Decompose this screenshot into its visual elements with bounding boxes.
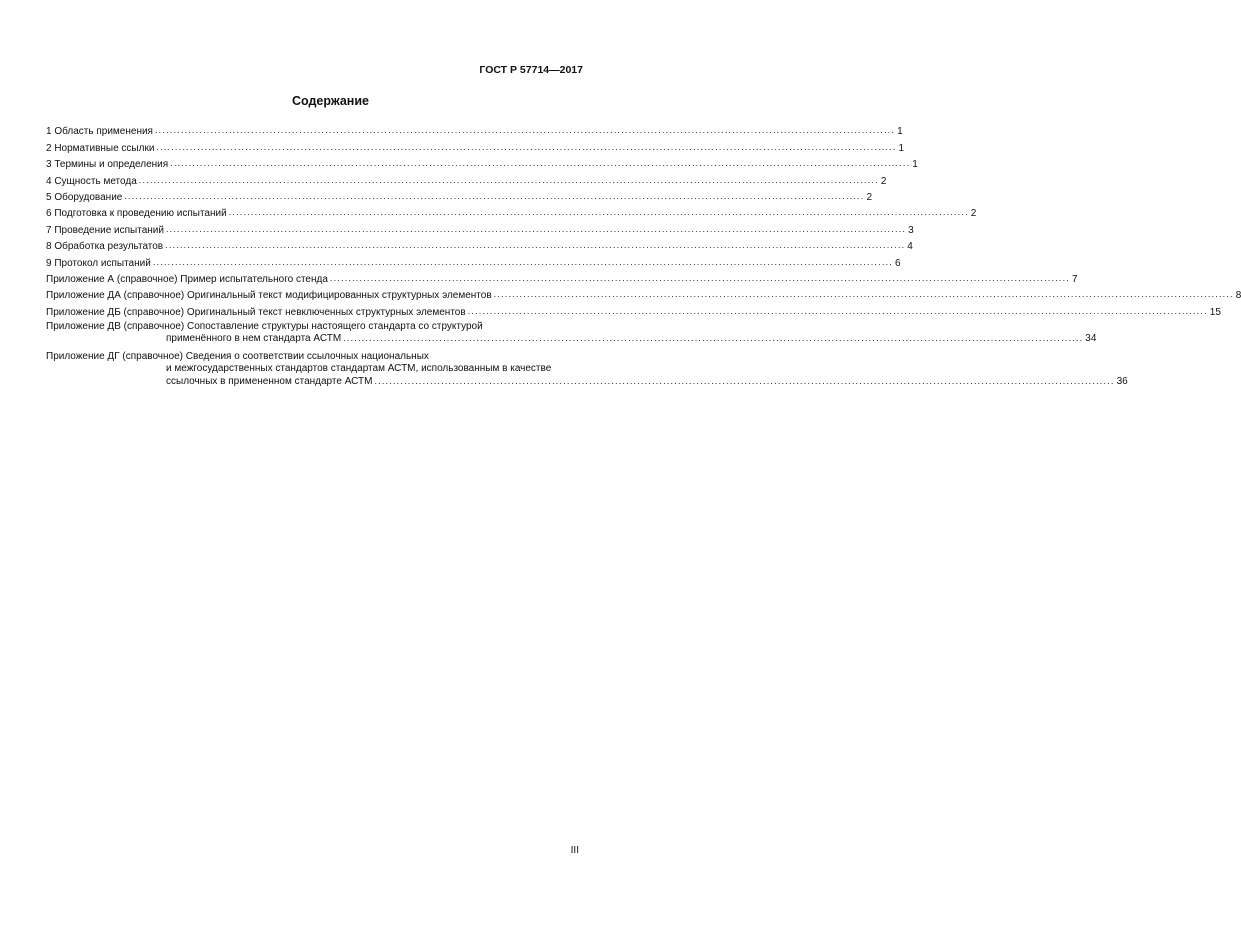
toc-entry-appendix-a[interactable] (46, 269, 1078, 285)
toc-entry-label: 4 Сущность метода (46, 175, 137, 187)
dot-leader: ........................................................................................................................................................................................................ (138, 174, 879, 185)
toc-entry-page: 2 (880, 175, 887, 187)
toc-entry-page: 36 (1116, 376, 1128, 388)
toc-entry-page: 1 (912, 159, 918, 171)
toc-entry-1[interactable] (46, 121, 903, 138)
dot-leader: ........................................................................................................................................................................................................ (228, 207, 969, 218)
toc-entry-label: Приложение ДА (справочное) Оригинальный текст модифицированных структурных элементов (46, 290, 492, 302)
toc-entry-label: 6 Подготовка к проведению испытаний (46, 208, 227, 220)
toc-entry-label: Приложение ДБ (справочное) Оригинальный текст невключенных структурных элементов (46, 306, 466, 318)
toc-entry-label-line1: Приложение ДГ (справочное) Сведения о соответствии ссылочных национальных (46, 350, 429, 362)
toc-entry-6[interactable] (46, 203, 977, 220)
toc-entry-label-line2: применённого в нем стандарта АСТМ (166, 332, 342, 344)
toc-entry-page: 6 (894, 257, 901, 269)
dot-leader: ........................................................................................................................................................................................................ (156, 141, 897, 152)
dot-leader: ........................................................................................................................................................................................................ (329, 272, 1071, 283)
toc-entry-label: 7 Проведение испытаний (46, 224, 164, 236)
toc-title: Содержание (291, 94, 369, 108)
dot-leader: ........................................................................................................................................................................................................ (467, 305, 1208, 316)
toc-entry-page: 1 (898, 142, 905, 154)
dot-leader: ........................................................................................................................................................................................................ (152, 256, 893, 267)
toc-entry-page: 8 (1235, 290, 1241, 302)
dot-leader: ........................................................................................................................................................................................................ (374, 376, 1115, 387)
toc-entry-label: 3 Термины и определения (46, 159, 169, 171)
toc-entry-label: 1 Область применения (46, 126, 153, 138)
toc-entry-7[interactable] (46, 219, 914, 236)
toc-entry-label: 5 Оборудование (46, 191, 123, 203)
toc-entry-page: 1 (897, 126, 903, 138)
toc-entry-appendix-da[interactable] (46, 285, 1241, 302)
toc-entry-label: Приложение А (справочное) Пример испытательного стенда (46, 273, 328, 285)
toc-entry-page: 3 (908, 224, 914, 236)
toc-entry-page: 34 (1085, 332, 1097, 344)
toc-entry-page: 2 (970, 208, 977, 220)
dot-leader: ........................................................................................................................................................................................................ (343, 332, 1084, 343)
dot-leader: ........................................................................................................................................................................................................ (165, 240, 906, 251)
toc-entry-8[interactable] (46, 236, 913, 253)
dot-leader: ........................................................................................................................................................................................................ (154, 125, 896, 136)
toc-entry-label: 9 Протокол испытаний (46, 257, 151, 269)
table-of-contents (46, 121, 1241, 389)
toc-entry-9[interactable] (46, 252, 901, 269)
dot-leader: ........................................................................................................................................................................................................ (170, 158, 911, 169)
toc-entry-label: 2 Нормативные ссылки (46, 142, 155, 154)
dot-leader: ........................................................................................................................................................................................................ (493, 289, 1234, 300)
toc-entry-appendix-dg[interactable] (46, 348, 1128, 388)
toc-entry-label-line2: и межгосударственных стандартов стандартам АСТМ, использованным в качестве (166, 362, 552, 374)
dot-leader: ........................................................................................................................................................................................................ (124, 190, 865, 201)
dot-leader: ........................................................................................................................................................................................................ (165, 223, 907, 234)
toc-entry-page: 2 (866, 191, 873, 203)
toc-entry-appendix-db[interactable] (46, 301, 1221, 318)
toc-entry-5[interactable] (46, 187, 873, 203)
page-number: III (570, 845, 579, 856)
toc-entry-3[interactable] (46, 154, 918, 171)
toc-entry-label-line1: Приложение ДВ (справочное) Сопоставление структуры настоящего стандарта со структурой (46, 320, 483, 332)
toc-entry-2[interactable] (46, 137, 905, 154)
toc-entry-4[interactable] (46, 170, 887, 187)
toc-entry-label-line3: ссылочных в примененном стандарте АСТМ (166, 376, 373, 388)
toc-entry-label: 8 Обработка результатов (46, 241, 164, 253)
document-code: ГОСТ Р 57714—2017 (479, 64, 583, 76)
toc-entry-appendix-dv[interactable] (46, 318, 1097, 345)
toc-entry-page: 4 (907, 241, 913, 253)
toc-entry-page: 7 (1072, 273, 1078, 285)
toc-entry-page: 15 (1209, 306, 1221, 318)
